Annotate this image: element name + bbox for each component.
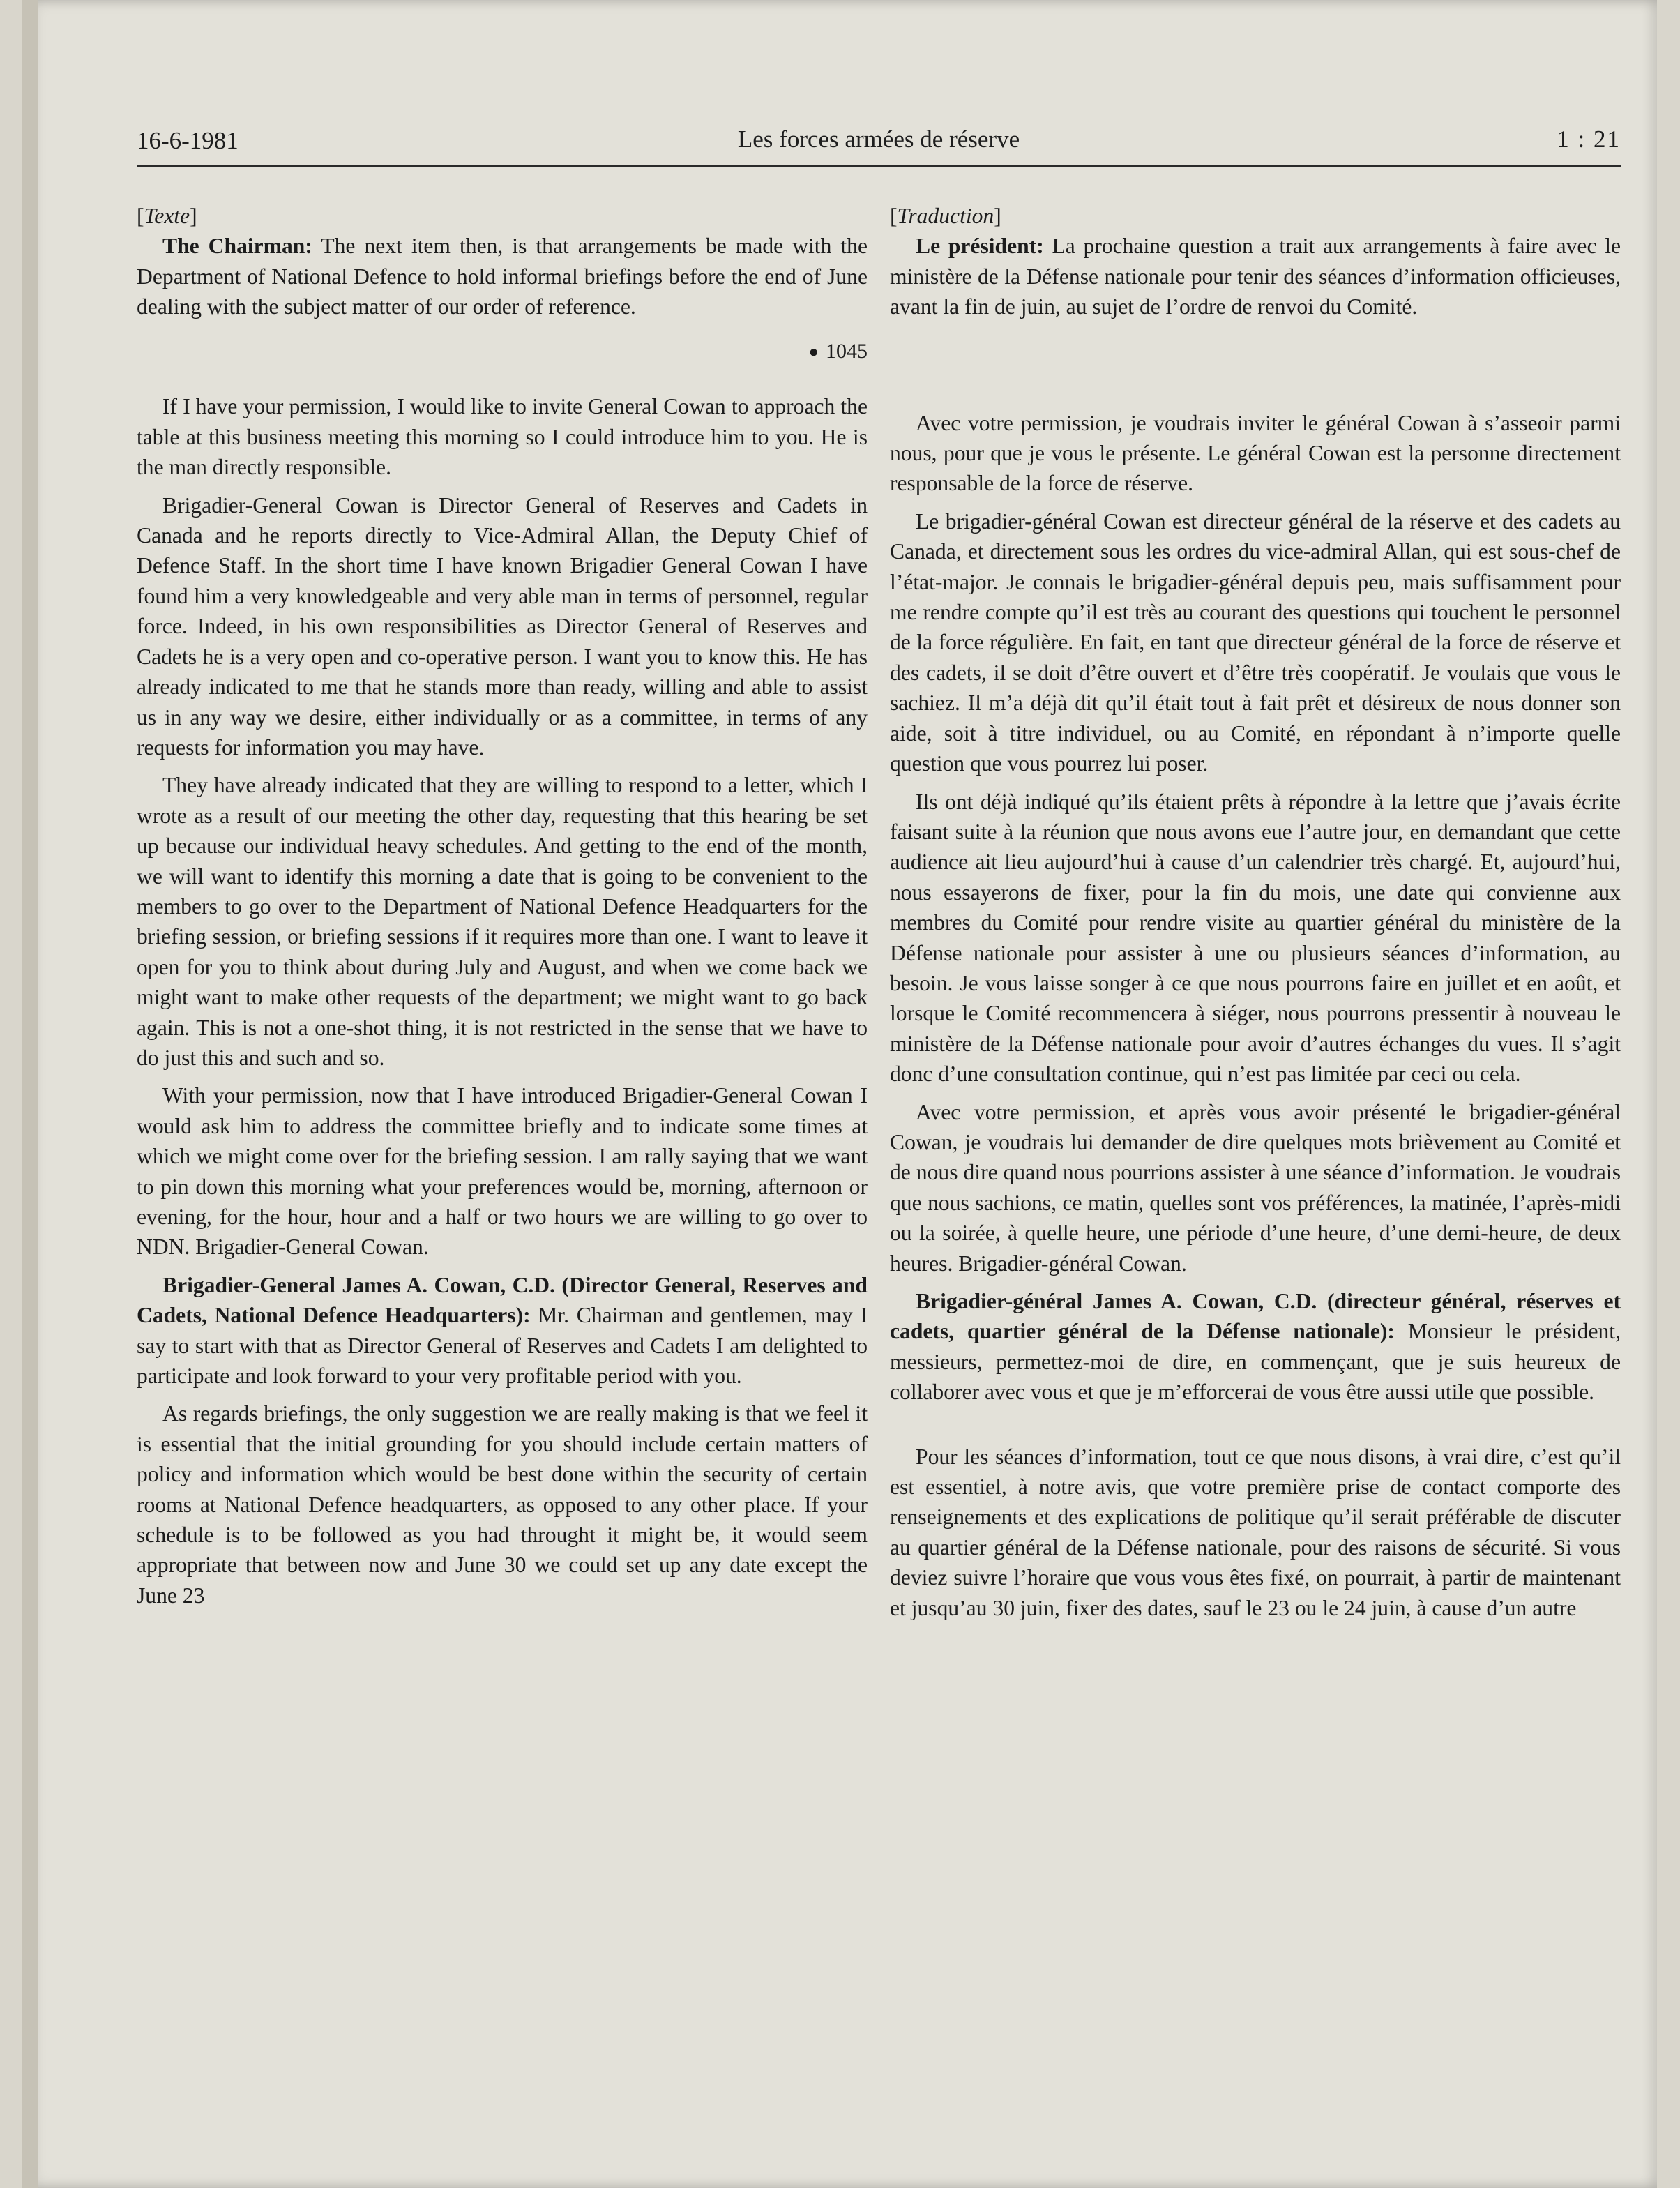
speaker-name: Le président: bbox=[916, 234, 1044, 259]
paragraph: Le président: La prochaine question a trait aux arrangements à faire avec le ministère de la Défense nationale pour tenir des séances d’information officieuses, avant la fin de juin, au sujet de l’ordre de renvoi du Comité. bbox=[890, 234, 1621, 319]
paragraph: Brigadier-général James A. Cowan, C.D. (directeur général, réserves et cadets, quartier général de la Défense nationale): Monsieur le président, messieurs, permettez-moi de dire, en commençant, que je suis heureux de collaborer avec vous et que je m’efforcerai de vous être aussi utile que possible. bbox=[890, 1289, 1621, 1405]
paragraph: As regards briefings, the only suggestion we are really making is that we feel it is essential that the initial grounding for you should include certain matters of policy and information which would be best done within the security of certain rooms at National Defence headquarters, as opposed to any other place. If your schedule is to be followed as you had throught it might be, it would seem appropriate that between now and June 30 we could set up any date except the June 23 bbox=[137, 1401, 868, 1608]
paragraph: The Chairman: The next item then, is that arrangements be made with the Department of National Defence to hold informal briefings before the end of June dealing with the subject matter of our order of reference. bbox=[137, 234, 868, 319]
speaker-name: Brigadier-General James A. Cowan, C.D. (Director General, Reserves and Cadets, National Defence Headquarters): bbox=[137, 1272, 868, 1328]
paragraph: They have already indicated that they are willing to respond to a letter, which I wrote as a result of our meeting the other day, requesting that this hearing be set up because our individual heavy schedules. And getting to the end of the month, we will want to identify this morning a date that is going to be convenient to the members to go over to the Department of National Defence Headquarters for the briefing session, or briefing sessions if it requires more than one. I want to leave it open for you to think about during July and August, and when we come back we might want to make other requests of the department; we might want to go back again. This is not a one-shot thing, it is not restricted in the sense that we have to do just this and such and so. bbox=[137, 773, 868, 1070]
paragraph: Avec votre permission, et après vous avoir présenté le brigadier-général Cowan, je voudrais lui demander de dire quelques mots brièvement au Comité et de nous dire quand nous pourrions assister à une séance d’information. Je voudrais que nous sachions, ce matin, quelles sont vos préférences, la matinée, l’après-midi ou la soirée, à quelle heure, une période d’une heure, d’une demi-heure, de deux heures. Brigadier-général Cowan. bbox=[890, 1099, 1621, 1276]
header-date: 16-6-1981 bbox=[137, 127, 239, 154]
french-column bbox=[890, 201, 1621, 1631]
scanned-page bbox=[22, 0, 1657, 2188]
bullet-icon: ● bbox=[808, 343, 819, 362]
header-rule bbox=[137, 165, 1621, 167]
language-label: [Traduction] bbox=[890, 204, 1001, 228]
paragraph: Brigadier-General Cowan is Director General of Reserves and Cadets in Canada and he reports directly to Vice-Admiral Allan, the Deputy Chief of Defence Staff. In the short time I have known Brigadier General Cowan I have found him a very knowledgeable and very able man in terms of personnel, regular force. Indeed, in his own responsibilities as Director General of Reserves and Cadets he is a very open and co-operative person. I want you to know this. He has already indicated to me that he stands more than ready, willing and able to assist us in any way we desire, either individually or as a committee, in terms of any requests for information you may have. bbox=[137, 492, 868, 760]
english-column bbox=[137, 201, 868, 1618]
time-marker: ● 1045 bbox=[808, 339, 868, 363]
header-page-number: 1 : 21 bbox=[1557, 126, 1621, 153]
language-label: [Texte] bbox=[137, 204, 197, 228]
running-header bbox=[137, 126, 1621, 162]
header-title: Les forces armées de réserve bbox=[737, 126, 1020, 153]
spacer bbox=[890, 1415, 1621, 1442]
speaker-name: Brigadier-général James A. Cowan, C.D. (directeur général, réserves et cadets, quartier général de la Défense nationale): bbox=[890, 1289, 1621, 1344]
spacer bbox=[890, 330, 1621, 408]
page-binding-edge bbox=[22, 0, 38, 2188]
paragraph: Brigadier-General James A. Cowan, C.D. (Director General, Reserves and Cadets, National Defence Headquarters): Mr. Chairman and gentlemen, may I say to start with that as Director General of Reserves and Cadets I am delighted to participate and look forward to your very profitable period with you. bbox=[137, 1272, 868, 1389]
paragraph: Ils ont déjà indiqué qu’ils étaient prêts à répondre à la lettre que j’avais écrite faisant suite à la réunion que nous avons eue l’autre jour, en demandant que cette audience ait lieu aujourd’hui à cause d’un calendrier très chargé. Et, aujourd’hui, nous essayerons de fixer, pour la fin du mois, une date qui convienne aux membres du Comité pour rendre visite au quartier général du ministère de la Défense nationale pour assister à une ou plusieurs séances d’information, au besoin. Je vous laisse songer à ce que nous pourrons faire en juillet et en août, et lorsque le Comité recommencera à siéger, nous pourrons pressentir à nouveau le ministère de la Défense nationale pour avoir d’autres échanges du vues. Il s’agit donc d’une consultation continue, qui n’est pas limitée par ceci ou cela. bbox=[890, 789, 1621, 1087]
paragraph: Le brigadier-général Cowan est directeur général de la réserve et des cadets au Canada, et directement sous les ordres du vice-admiral Allan, qui est sous-chef de l’état-major. Je connais le brigadier-général depuis peu, mais suffisamment pour me rendre compte qu’il est très au courant des questions qui touchent le personnel de la force régulière. En fait, en tant que directeur général de la force de réserve et des cadets, il se doit d’être ouvert et d’être très coopératif. Je voulais que vous le sachiez. Il m’a déjà dit qu’il était tout à fait prêt et désireux de nous donner son aide, soit à titre individuel, ou au Comité, en répondant à n’importe quelle question que vous pourrez lui poser. bbox=[890, 508, 1621, 776]
paragraph: Avec votre permission, je voudrais inviter le général Cowan à s’asseoir parmi nous, pour que je vous le présente. Le général Cowan est la personne directement responsable de la force de réserve. bbox=[890, 410, 1621, 496]
speaker-name: The Chairman: bbox=[162, 234, 312, 259]
paragraph: If I have your permission, I would like to invite General Cowan to approach the table at this business meeting this morning so I could introduce him to you. He is the man directly responsible. bbox=[137, 394, 868, 480]
paragraph: With your permission, now that I have introduced Brigadier-General Cowan I would ask him to address the committee briefly and to indicate some times at which we might come over for the briefing session. I am rally saying that we want to pin down this morning what your preferences would be, morning, afternoon or evening, for the hour, hour and a half or two hours we are willing to go over to NDN. Brigadier-General Cowan. bbox=[137, 1083, 868, 1260]
paragraph: Pour les séances d’information, tout ce que nous disons, à vrai dire, c’est qu’il est essentiel, à notre avis, que votre première prise de contact comporte des renseignements et des explications de politique qu’il serait préférable de discuter au quartier général de la Défense nationale, pour des raisons de sécurité. Si vous deviez suivre l’horaire que vous vous êtes fixé, on pourrait, à partir de maintenant et jusqu’au 30 juin, fixer des dates, sauf le 23 ou le 24 juin, à cause d’un autre bbox=[890, 1444, 1621, 1620]
